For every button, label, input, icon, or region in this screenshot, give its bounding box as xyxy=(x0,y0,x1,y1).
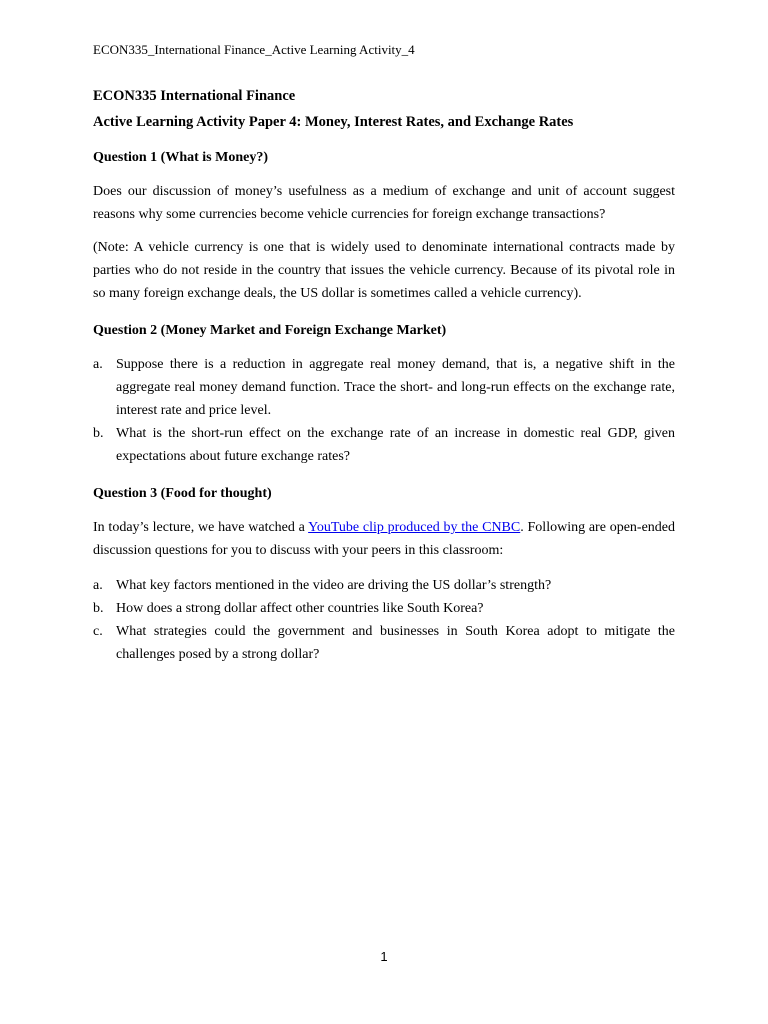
list-item-text: What key factors mentioned in the video are driving the US dollar’s strength? xyxy=(116,578,552,593)
youtube-clip-link[interactable]: YouTube clip produced by the CNBC xyxy=(308,520,521,535)
list-item-letter: a. xyxy=(93,578,103,593)
question-3-list xyxy=(93,574,675,666)
intro-text-after: . Following are open-ended discussion questions for you to discuss with your peers in this classroom: xyxy=(93,520,675,558)
question-1-note: (Note: A vehicle currency is one that is widely used to denominate international contracts made by parties who do not reside in the country that issues the vehicle currency. Because of its pivotal role in so many foreign exchange deals, the US dollar is sometimes called a vehicle currency). xyxy=(93,240,675,301)
list-item-letter: c. xyxy=(93,624,103,639)
question-3-section xyxy=(93,484,675,666)
course-title: ECON335 International Finance xyxy=(93,88,296,104)
paper-title: Active Learning Activity Paper 4: Money, Interest Rates, and Exchange Rates xyxy=(93,114,574,130)
document-body xyxy=(93,86,675,666)
list-item xyxy=(93,574,675,597)
question-1-section xyxy=(93,148,675,305)
question-3-heading: Question 3 (Food for thought) xyxy=(93,486,272,501)
list-item-text: What strategies could the government and businesses in South Korea adopt to mitigate the challenges posed by a strong dollar? xyxy=(116,624,675,662)
question-1-heading: Question 1 (What is Money?) xyxy=(93,150,268,165)
list-item-text: How does a strong dollar affect other countries like South Korea? xyxy=(116,601,484,616)
question-2-heading: Question 2 (Money Market and Foreign Exchange Market) xyxy=(93,323,447,338)
list-item-text: Suppose there is a reduction in aggregate real money demand, that is, a negative shift in the aggregate real money demand function. Trace the short- and long-run effects on the exchange rate, interest rate and price level. xyxy=(116,357,675,418)
list-item xyxy=(93,620,675,666)
question-3-intro xyxy=(93,516,675,562)
list-item xyxy=(93,597,675,620)
list-item-letter: b. xyxy=(93,601,104,616)
list-item-text: What is the short-run effect on the exchange rate of an increase in domestic real GDP, given expectations about future exchange rates? xyxy=(116,426,675,464)
question-2-section xyxy=(93,321,675,468)
intro-text-before: In today’s lecture, we have watched a xyxy=(93,520,309,535)
page-number: 1 xyxy=(380,949,388,964)
question-1-paragraph: Does our discussion of money’s usefulness as a medium of exchange and unit of account suggest reasons why some currencies become vehicle currencies for foreign exchange transactions? xyxy=(93,184,675,222)
list-item-letter: b. xyxy=(93,426,104,441)
list-item xyxy=(93,422,675,468)
question-2-list xyxy=(93,353,675,468)
list-item-letter: a. xyxy=(93,357,103,372)
list-item xyxy=(93,353,675,422)
running-header: ECON335_International Finance_Active Learning Activity_4 xyxy=(93,42,415,57)
